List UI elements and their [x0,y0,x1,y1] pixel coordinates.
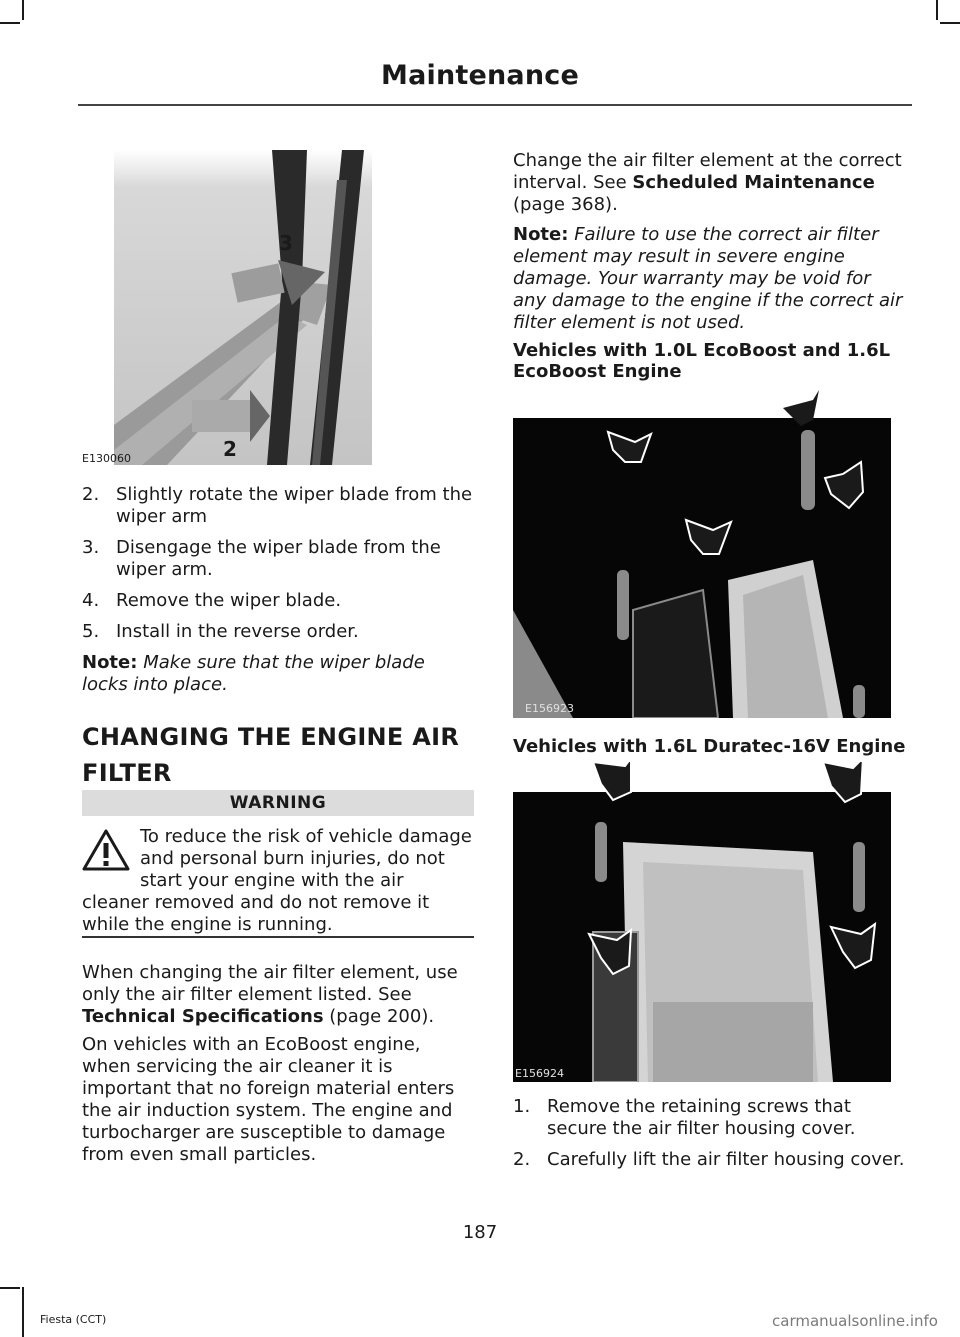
list-item: 1. Remove the retaining screws that secure the air filter housing cover. [513,1096,856,1139]
crop-mark [0,22,20,24]
right-para-1: Change the air filter element at the correct interval. See Scheduled Maintenance (page 368). [513,150,902,215]
warning-text: To reduce the risk of vehicle damage and personal burn injuries, do not start your engine with the air cleaner removed and do not remove it while the engine is running. [82,826,472,935]
wiper-figure [82,150,372,465]
link-scheduled-maintenance[interactable]: Scheduled Maintenance [632,172,875,193]
figure-code: E156923 [525,702,574,715]
warning-title: WARNING [82,790,474,816]
list-item: 2. Carefully lift the air filter housing cover. [513,1149,905,1170]
warning-divider [82,936,474,938]
header-divider [78,104,912,106]
crop-mark [936,0,938,20]
list-item: 4. Remove the wiper blade. [82,590,342,611]
crop-mark [0,1287,20,1289]
ecoboost-figure [513,390,893,718]
warning-triangle-icon [82,828,130,872]
figure-code: E130060 [82,452,131,465]
note-air-filter: Note: Failure to use the correct air filter element may result in severe engine damage. Your warranty may be void for any damage to the engine if the correct air filter element is not used. [513,224,903,333]
crop-mark [940,22,960,24]
wiper-steps [82,484,474,643]
air-filter-steps [513,1096,909,1171]
callout-3: 3 [279,231,293,255]
note-wiper: Note: Make sure that the wiper blade locks into place. [82,652,425,695]
page-title: Maintenance [381,60,579,91]
page-number: 187 [462,1222,498,1243]
crop-mark [22,1287,24,1337]
watermark: carmanualsonline.info [772,1312,938,1330]
crop-mark [22,0,24,20]
list-item: 2. Slightly rotate the wiper blade from the wiper arm [82,484,473,527]
wiper-illustration [82,150,372,465]
footer-model: Fiesta (CCT) [40,1313,107,1326]
left-para-2: On vehicles with an EcoBoost engine, when servicing the air cleaner it is important that no foreign material enters the air induction system. The engine and turbocharger are susceptible to damage from even small particles. [82,1034,455,1165]
ecoboost-engine-illustration [513,390,893,718]
right-steps-block [513,1096,909,1180]
left-para-1: When changing the air filter element, use only the air filter element listed. See Technical Specifications (page 200). [82,962,458,1027]
duratec-engine-illustration [513,762,893,1082]
list-item: 3. Disengage the wiper blade from the wiper arm. [82,537,441,580]
duratec-figure [513,762,893,1082]
subhead-ecoboost: Vehicles with 1.0L EcoBoost and 1.6L EcoBoost Engine [513,340,891,382]
warning-box [82,826,474,936]
left-column [82,484,474,791]
section-heading: CHANGING THE ENGINE AIR FILTER [82,723,460,787]
figure-code: E156924 [515,1067,564,1080]
subhead-duratec: Vehicles with 1.6L Duratec-16V Engine [513,736,906,757]
list-item: 5. Install in the reverse order. [82,621,359,642]
callout-2: 2 [223,437,237,461]
link-technical-specifications[interactable]: Technical Specifications [82,1006,324,1027]
